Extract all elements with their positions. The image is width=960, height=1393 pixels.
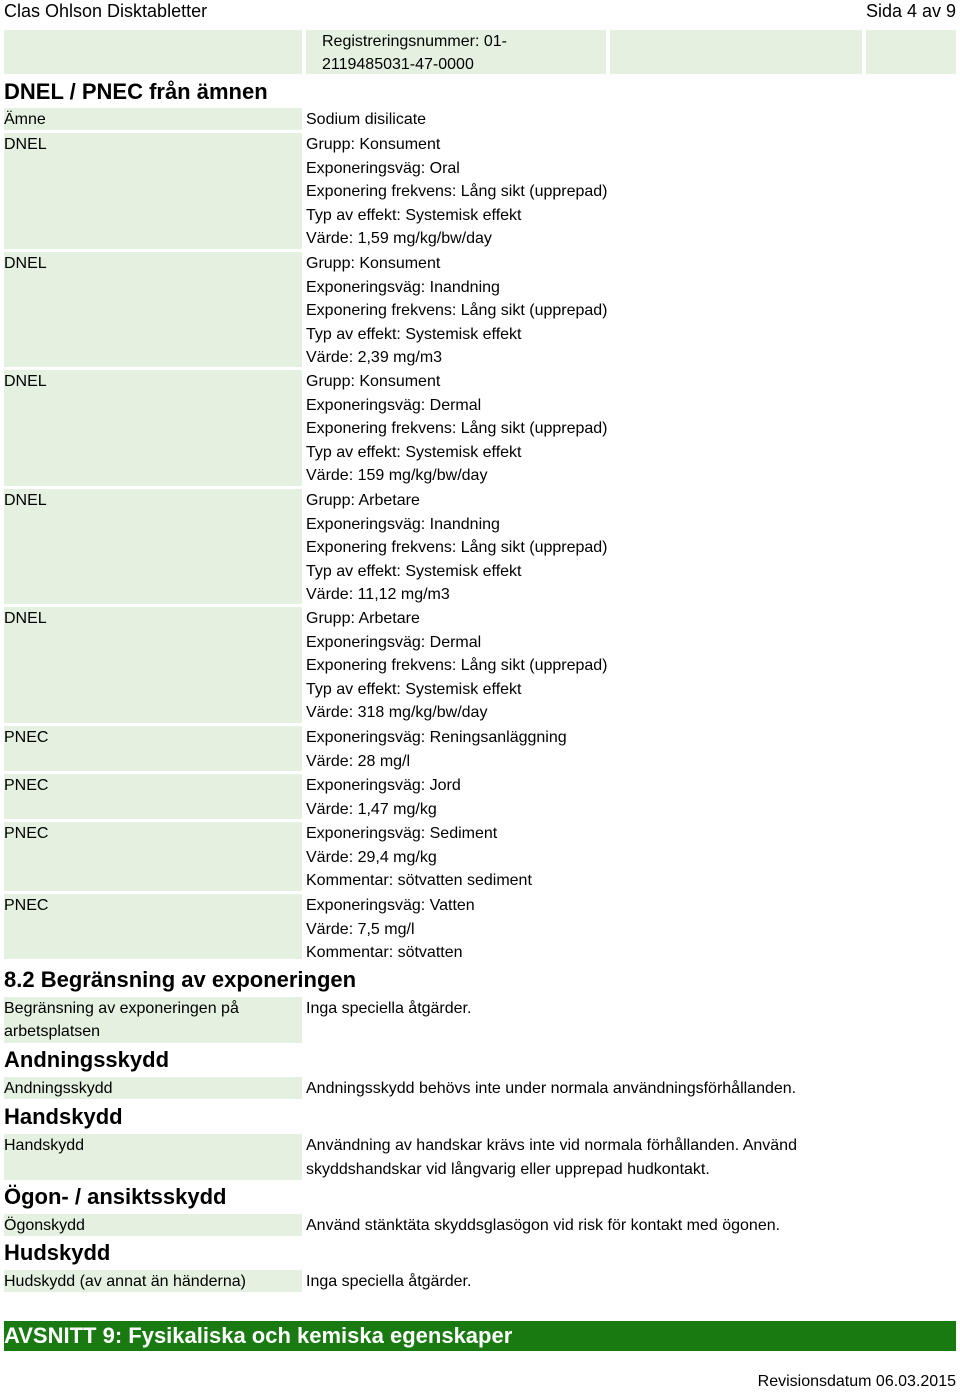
eye-label: Ögonskydd — [4, 1214, 302, 1236]
registration-blank-cell — [4, 30, 302, 74]
row-value-line: Typ av effekt: Systemisk effekt — [306, 443, 522, 461]
row-value-line: Typ av effekt: Systemisk effekt — [306, 325, 522, 343]
row-value-line: Typ av effekt: Systemisk effekt — [306, 206, 522, 224]
row-value — [306, 489, 608, 607]
row-value-line: Exponeringsväg: Jord — [306, 777, 461, 794]
row-value-line: Exponering frekvens: Lång sikt (upprepad) — [306, 302, 608, 320]
hand-value-line: skyddshandskar vid långvarig eller upprepad hudkontakt. — [306, 1160, 710, 1178]
row-value-line: Värde: 29,4 mg/kg — [306, 848, 437, 866]
row-label-pnec: PNEC — [4, 822, 302, 891]
row-value-line: Kommentar: sötvatten sediment — [306, 872, 532, 890]
skin-heading: Hudskydd — [4, 1240, 111, 1265]
dnel-pnec-title: DNEL / PNEC från ämnen — [4, 79, 268, 104]
row-value-line: Exponeringsväg: Dermal — [306, 633, 482, 651]
row-value-line: Exponeringsväg: Sediment — [306, 825, 498, 842]
row-value-line: Typ av effekt: Systemisk effekt — [306, 680, 522, 698]
registration-number — [322, 30, 507, 76]
row-value-line: Grupp: Arbetare — [306, 610, 420, 627]
revision-date: Revisionsdatum 06.03.2015 — [757, 1373, 956, 1390]
registration-strip — [4, 30, 956, 74]
workplace-value: Inga speciella åtgärder. — [306, 1000, 472, 1017]
row-value-line: Värde: 11,12 mg/m3 — [306, 586, 450, 604]
section-8-2-title: 8.2 Begränsning av exponeringen — [4, 967, 357, 992]
respiratory-heading: Andningsskydd — [4, 1047, 170, 1072]
row-value-line: Exponering frekvens: Lång sikt (upprepad) — [306, 657, 608, 675]
row-value — [306, 822, 532, 893]
eye-value: Använd stänktäta skyddsglasögon vid risk för kontakt med ögonen. — [306, 1217, 781, 1234]
skin-label: Hudskydd (av annat än händerna) — [4, 1270, 302, 1292]
page-number: Sida 4 av 9 — [865, 1, 956, 21]
row-value — [306, 774, 461, 821]
substance-value: Sodium disilicate — [306, 111, 427, 128]
row-value-line: Värde: 1,47 mg/kg — [306, 800, 437, 818]
row-value-line: Värde: 2,39 mg/m3 — [306, 349, 443, 367]
registration-line: 2119485031-47-0000 — [322, 56, 474, 73]
skin-value: Inga speciella åtgärder. — [306, 1273, 472, 1290]
row-value-line: Grupp: Konsument — [306, 373, 441, 390]
row-value-line: Exponeringsväg: Inandning — [306, 278, 500, 296]
row-value — [306, 726, 567, 773]
row-value-line: Värde: 7,5 mg/l — [306, 920, 415, 938]
row-value — [306, 370, 608, 488]
row-value-line: Värde: 1,59 mg/kg/bw/day — [306, 230, 492, 248]
document-title: Clas Ohlson Disktabletter — [4, 1, 208, 21]
substance-label: Ämne — [4, 108, 302, 130]
hand-value — [306, 1134, 797, 1181]
row-value-line: Exponeringsväg: Inandning — [306, 515, 500, 533]
row-label-pnec: PNEC — [4, 726, 302, 771]
eye-heading: Ögon- / ansiktsskydd — [4, 1184, 227, 1209]
row-value-line: Grupp: Konsument — [306, 255, 441, 272]
row-value-line: Värde: 318 mg/kg/bw/day — [306, 704, 488, 722]
row-value — [306, 252, 608, 370]
row-value-line: Exponering frekvens: Lång sikt (upprepad) — [306, 183, 608, 201]
row-value — [306, 133, 608, 251]
workplace-label: Begränsning av exponeringen på arbetsplatsen — [4, 997, 302, 1043]
hand-value-line: Användning av handskar krävs inte vid normala förhållanden. Använd — [306, 1137, 797, 1154]
row-value-line: Kommentar: sötvatten — [306, 944, 463, 962]
registration-blank-cell — [866, 30, 956, 74]
section-9-heading: AVSNITT 9: Fysikaliska och kemiska egenskaper — [4, 1321, 956, 1351]
hand-label: Handskydd — [4, 1134, 302, 1180]
row-label-dnel: DNEL — [4, 252, 302, 367]
registration-blank-cell — [610, 30, 862, 74]
row-value-line: Grupp: Konsument — [306, 136, 441, 153]
row-label-pnec: PNEC — [4, 774, 302, 819]
respiratory-value: Andningsskydd behövs inte under normala användningsförhållanden. — [306, 1080, 797, 1097]
hand-heading: Handskydd — [4, 1104, 123, 1129]
row-value-line: Grupp: Arbetare — [306, 492, 420, 509]
row-value-line: Exponeringsväg: Reningsanläggning — [306, 729, 567, 746]
row-label-dnel: DNEL — [4, 607, 302, 723]
row-label-pnec: PNEC — [4, 894, 302, 959]
row-value — [306, 894, 475, 965]
row-value-line: Värde: 159 mg/kg/bw/day — [306, 467, 488, 485]
row-label-dnel: DNEL — [4, 370, 302, 486]
row-value-line: Exponeringsväg: Dermal — [306, 396, 482, 414]
row-value-line: Exponeringsväg: Vatten — [306, 897, 475, 914]
row-label-dnel: DNEL — [4, 133, 302, 249]
row-value-line: Typ av effekt: Systemisk effekt — [306, 562, 522, 580]
row-value-line: Exponering frekvens: Lång sikt (upprepad) — [306, 420, 608, 438]
row-value — [306, 607, 608, 725]
row-value-line: Värde: 28 mg/l — [306, 752, 411, 770]
registration-line: Registreringsnummer: 01- — [322, 33, 507, 50]
row-value-line: Exponeringsväg: Oral — [306, 159, 460, 177]
row-value-line: Exponering frekvens: Lång sikt (upprepad) — [306, 539, 608, 557]
respiratory-label: Andningsskydd — [4, 1077, 302, 1099]
row-label-dnel: DNEL — [4, 489, 302, 604]
